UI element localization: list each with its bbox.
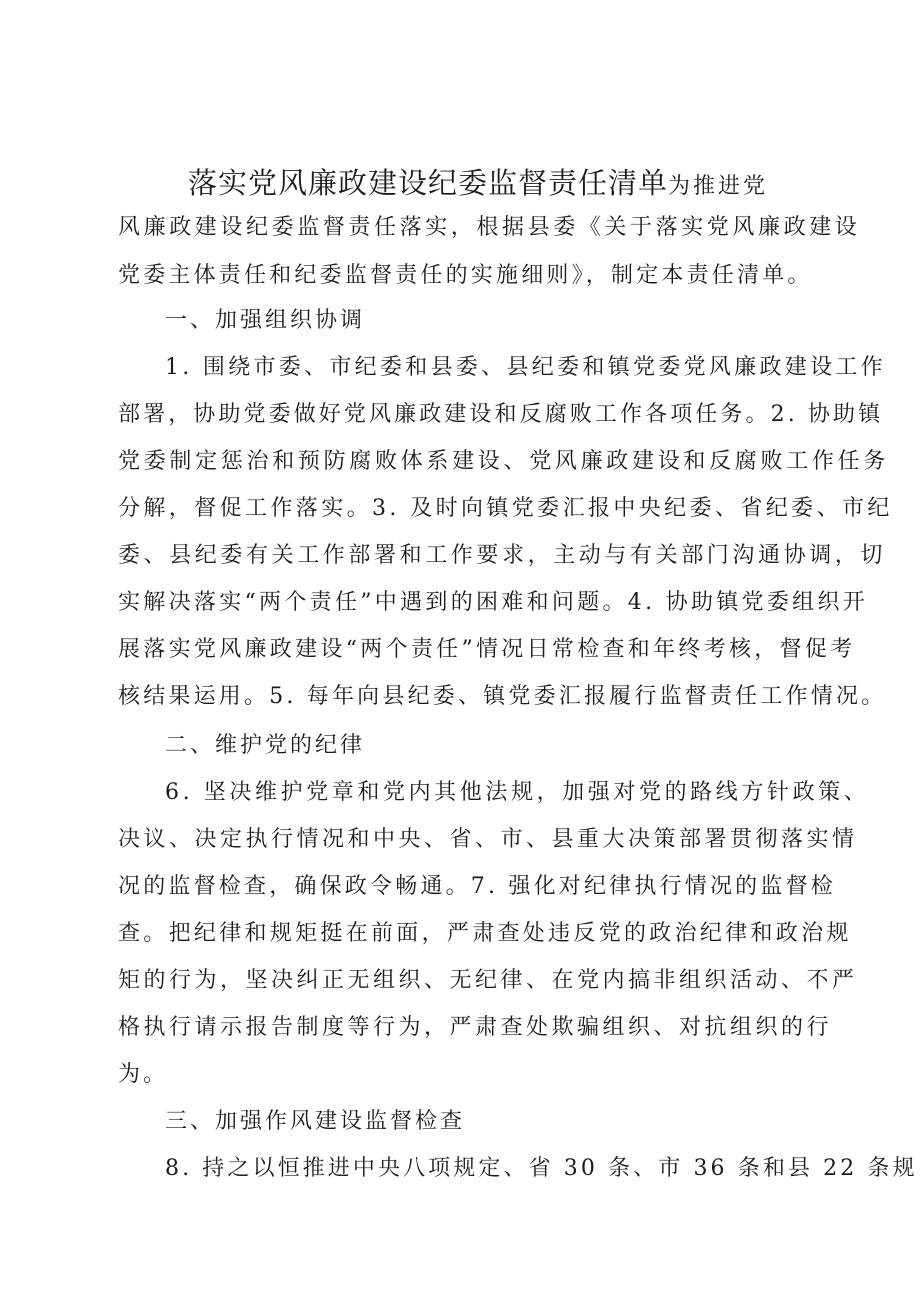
section-heading: 一、加强组织协调 — [165, 308, 366, 333]
body-line: 1. 围绕市委、市纪委和县委、县纪委和镇党委党风廉政建设工作 — [165, 355, 886, 380]
section-heading: 三、加强作风建设监督检查 — [165, 1109, 466, 1134]
body-line: 委、县纪委有关工作部署和工作要求，主动与有关部门沟通协调，切 — [118, 543, 887, 568]
body-line: 为。 — [118, 1062, 169, 1087]
body-line: 6. 坚决维护党章和党内其他法规，加强对党的路线方针政策、 — [165, 780, 870, 805]
body-line: 党委主体责任和纪委监督责任的实施细则》，制定本责任清单。 — [118, 263, 813, 288]
body-line: 决议、决定执行情况和中央、省、市、县重大决策部署贯彻落实情 — [118, 827, 858, 852]
body-line: 风廉政建设纪委监督责任落实，根据县委《关于落实党风廉政建设 — [118, 215, 861, 240]
body-line: 部署，协助党委做好党风廉政建设和反腐败工作各项任务。2. 协助镇 — [118, 402, 884, 427]
document-title: 落实党风廉政建设纪委监督责任清单 — [188, 166, 669, 200]
body-line: 查。把纪律和规矩挺在前面，严肃查处违反党的政治纪律和政治规 — [118, 921, 852, 946]
title-line — [188, 163, 768, 208]
intro-line-start: 为推进党 — [668, 174, 769, 199]
body-line: 矩的行为，坚决纠正无组织、无纪律、在党内搞非组织活动、不严 — [118, 968, 858, 993]
body-line: 党委制定惩治和预防腐败体系建设、党风廉政建设和反腐败工作任务 — [118, 449, 890, 474]
body-line: 核结果运用。5. 每年向县纪委、镇党委汇报履行监督责任工作情况。 — [118, 684, 887, 709]
body-line: 8. 持之以恒推进中央八项规定、省 30 条、市 36 条和县 22 条规 — [165, 1156, 918, 1181]
body-line: 展落实党风廉政建设“两个责任”情况日常检查和年终考核，督促考 — [118, 637, 856, 662]
body-line: 况的监督检查，确保政令畅通。7. 强化对纪律执行情况的监督检 — [118, 874, 836, 899]
body-line: 实解决落实“两个责任”中遇到的困难和问题。4. 协助镇党委组织开 — [118, 590, 869, 615]
section-heading: 二、维护党的纪律 — [165, 733, 366, 758]
body-line: 分解，督促工作落实。3. 及时向镇党委汇报中央纪委、省纪委、市纪 — [118, 496, 893, 521]
body-line: 格执行请示报告制度等行为，严肃查处欺骗组织、对抗组织的行 — [118, 1015, 833, 1040]
